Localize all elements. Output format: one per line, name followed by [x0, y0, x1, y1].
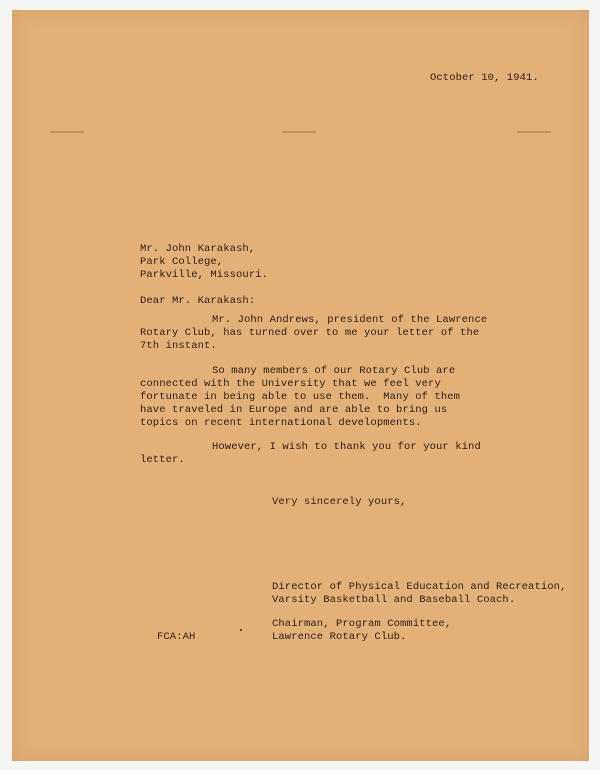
- paragraph-2-line-1: So many members of our Rotary Club are: [212, 365, 456, 377]
- paragraph-2-line-2: connected with the University that we feel very: [140, 378, 441, 390]
- letter-date: October 10, 1941.: [430, 72, 539, 84]
- paragraph-1-line-3: 7th instant.: [140, 340, 217, 352]
- paragraph-3-line-1: However, I wish to thank you for your kind: [212, 441, 481, 453]
- signature-title-line-4: Lawrence Rotary Club.: [272, 631, 407, 643]
- recipient-city: Parkville, Missouri.: [140, 269, 269, 281]
- paragraph-2-line-5: topics on recent international developments.: [140, 417, 422, 429]
- paragraph-1-line-2: Rotary Club, has turned over to me your letter of the: [140, 327, 480, 339]
- typist-initials: FCA:AH: [157, 631, 196, 643]
- letter-paper: [12, 10, 589, 761]
- faint-mark-right: [517, 131, 551, 133]
- recipient-name: Mr. John Karakash,: [140, 243, 256, 255]
- paragraph-3-line-2: letter.: [140, 454, 185, 466]
- paragraph-1-line-1: Mr. John Andrews, president of the Lawrence: [212, 314, 488, 326]
- salutation: Dear Mr. Karakash:: [140, 295, 256, 307]
- complimentary-closing: Very sincerely yours,: [272, 496, 407, 508]
- recipient-institution: Park College,: [140, 256, 224, 268]
- stray-mark: [240, 629, 242, 631]
- signature-title-line-1: Director of Physical Education and Recreation,: [272, 581, 567, 593]
- paragraph-2-line-3: fortunate in being able to use them. Many of them: [140, 391, 461, 403]
- faint-mark-center: [282, 131, 316, 133]
- paragraph-2-line-4: have traveled in Europe and are able to bring us: [140, 404, 448, 416]
- faint-mark-left: [50, 131, 84, 133]
- signature-title-line-3: Chairman, Program Committee,: [272, 618, 452, 630]
- signature-title-line-2: Varsity Basketball and Baseball Coach.: [272, 594, 516, 606]
